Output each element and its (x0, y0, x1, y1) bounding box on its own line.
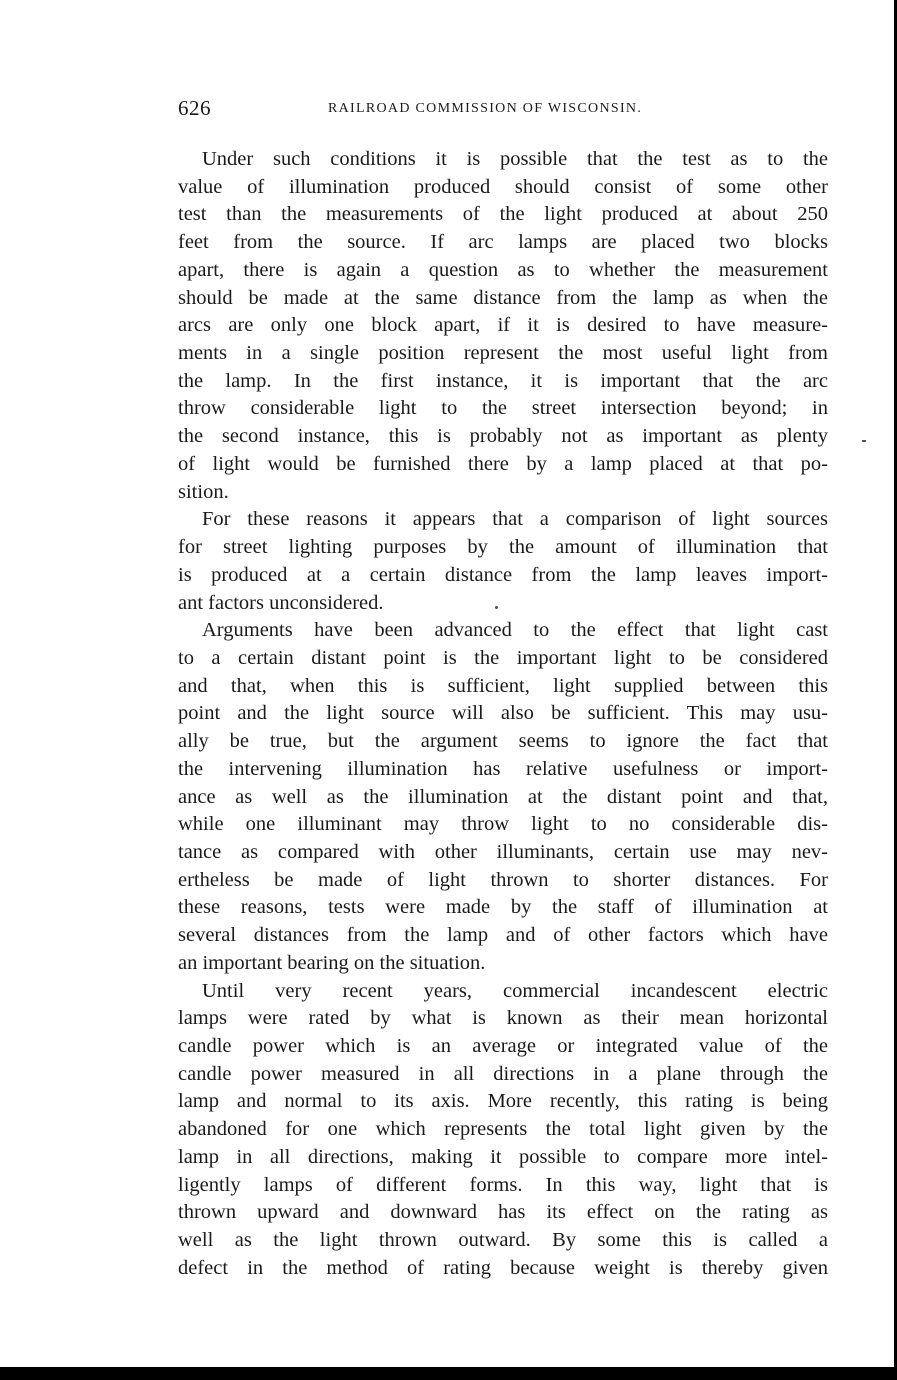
text-line: point and the light source will also be sufficient. This may usu- (178, 702, 828, 725)
text-line: ant factors unconsidered. (178, 591, 384, 614)
text-line: thrown upward and downward has its effect on the rating as (178, 1201, 828, 1224)
body-text (178, 146, 828, 1282)
text-line: sition. (178, 480, 229, 503)
text-line: these reasons, tests were made by the staff of illumination at (178, 896, 828, 919)
text-line: for street lighting purposes by the amount of illumination that (178, 536, 828, 559)
text-line: feet from the source. If arc lamps are placed two blocks (178, 231, 828, 254)
text-line: candle power which is an average or integrated value of the (178, 1035, 828, 1057)
text-line: is produced at a certain distance from the lamp leaves import- (178, 563, 828, 586)
stray-ink-mark (495, 606, 498, 609)
text-line: lamp in all directions, making it possible to compare more intel- (178, 1145, 828, 1168)
paragraph-3 (178, 617, 828, 977)
text-line: Under such conditions it is possible that the test as to the (202, 148, 828, 170)
text-line: tance as compared with other illuminants, certain use may nev- (178, 840, 828, 863)
text-line: the second instance, this is probably not as important as plenty (178, 425, 828, 448)
text-line: the intervening illumination has relative usefulness or import- (178, 757, 828, 780)
text-line: apart, there is again a question as to whether the measurement (178, 258, 828, 281)
page-header (178, 96, 828, 126)
text-line: to a certain distant point is the important light to be considered (178, 646, 828, 669)
text-line: ertheless be made of light thrown to shorter distances. For (178, 868, 828, 891)
scan-edge-bottom (0, 1367, 897, 1380)
text-line: arcs are only one block apart, if it is desired to have measure- (178, 314, 828, 337)
text-line: candle power measured in all directions in a plane through the (178, 1062, 828, 1085)
text-line: abandoned for one which represents the total light given by the (178, 1118, 828, 1141)
text-line: ligently lamps of different forms. In this way, light that is (178, 1173, 828, 1196)
text-line: lamp and normal to its axis. More recently, this rating is being (178, 1090, 828, 1113)
page-number: 626 (178, 96, 211, 120)
text-line: several distances from the lamp and of other factors which have (178, 924, 828, 947)
text-line: of light would be furnished there by a lamp placed at that po- (178, 452, 828, 475)
text-line: test than the measurements of the light produced at about 250 (178, 203, 828, 226)
paragraph-2 (178, 506, 828, 617)
text-line: should be made at the same distance from the lamp as when the (178, 286, 828, 309)
text-line: For these reasons it appears that a comparison of light sources (202, 508, 828, 531)
text-line: Arguments have been advanced to the effect that light cast (202, 619, 828, 642)
text-line: ally be true, but the argument seems to ignore the fact that (178, 730, 828, 753)
text-line: while one illuminant may throw light to no considerable dis- (178, 813, 828, 836)
text-line: an important bearing on the situation. (178, 951, 486, 974)
text-line: Until very recent years, commercial incandescent electric (202, 979, 828, 1002)
text-line: ments in a single position represent the most useful light from (178, 342, 828, 365)
text-line: value of illumination produced should consist of some other (178, 175, 828, 198)
paragraph-4 (178, 978, 828, 1283)
text-line: throw considerable light to the street intersection beyond; in (178, 397, 828, 420)
text-line: lamps were rated by what is known as their mean horizontal (178, 1007, 828, 1030)
text-line: and that, when this is sufficient, light supplied between this (178, 674, 828, 697)
paragraph-1 (178, 146, 828, 506)
stray-ink-mark (862, 440, 866, 442)
text-line: defect in the method of rating because weight is thereby given (178, 1256, 828, 1279)
running-head: RAILROAD COMMISSION OF WISCONSIN. (328, 101, 643, 116)
text-line: well as the light thrown outward. By some this is called a (178, 1229, 828, 1252)
text-line: ance as well as the illumination at the distant point and that, (178, 785, 828, 808)
text-line: the lamp. In the first instance, it is important that the arc (178, 369, 828, 392)
